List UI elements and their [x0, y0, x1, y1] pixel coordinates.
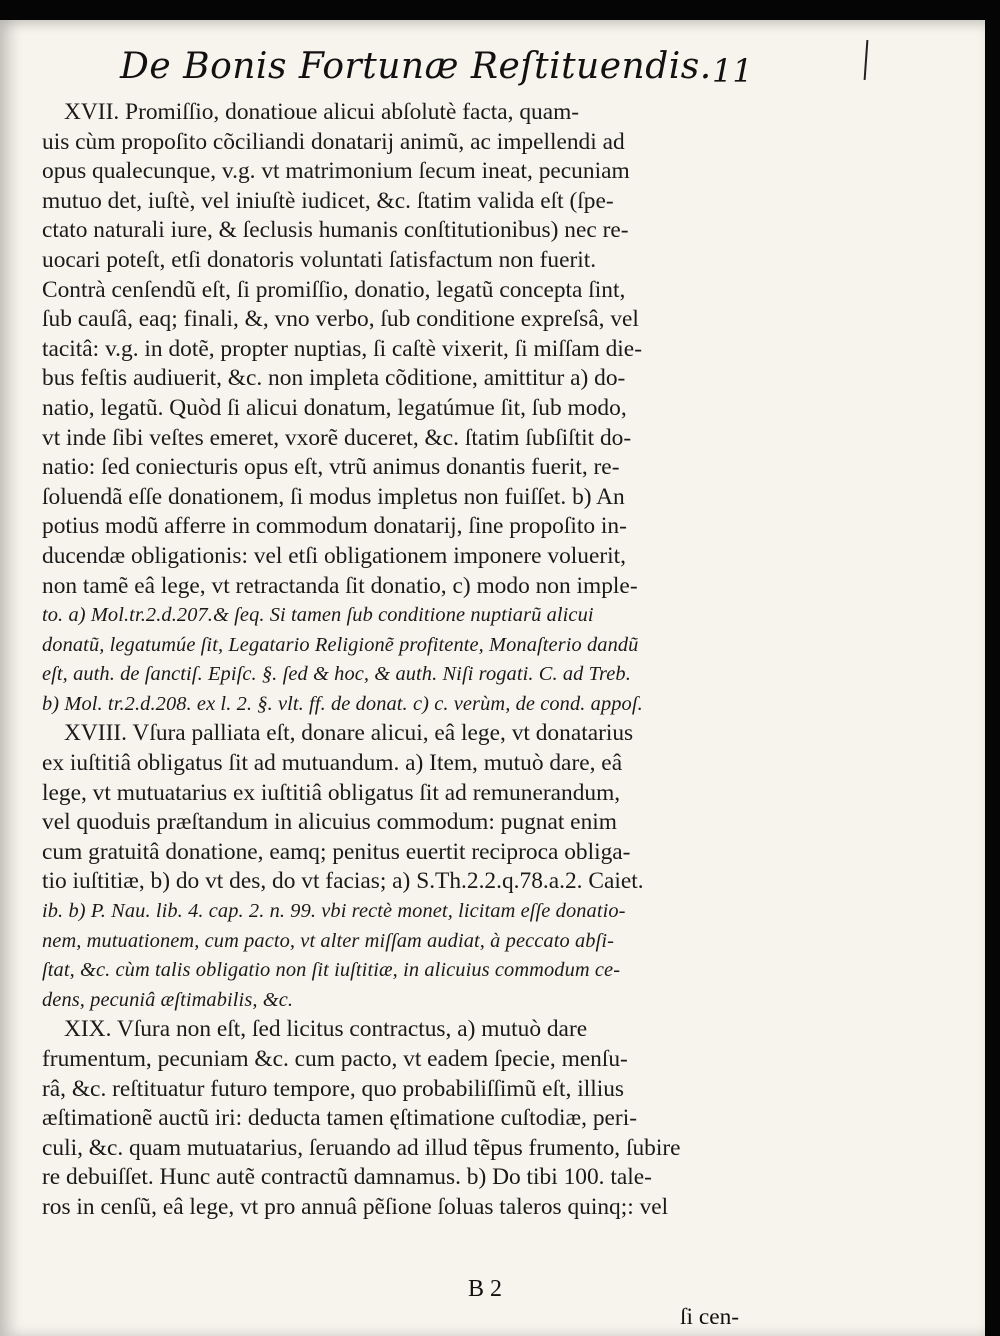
text-line: uocari poteſt, etſi donatoris voluntati ſatisfactum non fuerit.: [42, 246, 597, 273]
body-text: [42, 98, 757, 1223]
text-line: re debuiſſet. Hunc autẽ contractũ damnamus. b) Do tibi 100. tale-: [42, 1164, 652, 1191]
text-line: XIX. Vſura non eſt, ſed licitus contractus, a) mutuò dare: [64, 1016, 588, 1043]
text-line: Contrà cenſendũ eſt, ſi promiſſio, donatio, legatũ concepta ſint,: [42, 276, 626, 303]
text-line: natio, legatũ. Quòd ſi alicui donatum, legatúmue ſit, ſub modo,: [42, 394, 627, 421]
footnote-line: ſtat, &c. cùm talis obligatio non ſit iuſtitiæ, in alicuius commodum ce-: [42, 959, 621, 982]
footnote-line: donatũ, legatumúe ſit, Legatario Religionẽ profitente, Monaſterio dandũ: [42, 633, 639, 656]
page-number: 11: [712, 52, 753, 90]
footnote-line: b) Mol. tr.2.d.208. ex l. 2. §. vlt. ff. de donat. c) c. verùm, de cond. appoſ.: [42, 692, 643, 715]
footnote-line: dens, pecuniâ æſtimabilis, &c.: [42, 988, 294, 1011]
text-line: vt inde ſibi veſtes emeret, vxorẽ duceret, &c. ſtatim ſubſiſtit do-: [42, 424, 632, 451]
text-line: mutuo det, iuſtè, vel iniuſtè iudicet, &c. ſtatim valida eſt (ſpe-: [42, 187, 614, 214]
text-line: natio: ſed coniecturis opus eſt, vtrũ animus donantis fuerit, re-: [42, 454, 620, 481]
text-line: bus feſtis audiuerit, &c. non impleta cõditione, amittitur a) do-: [42, 365, 626, 392]
text-line: tio iuſtitiæ, b) do vt des, do vt facias; a) S.Th.2.2.q.78.a.2. Caiet.: [42, 868, 644, 895]
text-line: lege, vt mutuatarius ex iuſtitiâ obligatus ſit ad remunerandum,: [42, 779, 621, 806]
text-line: ſoluendã eſſe donationem, ſi modus impletus non fuiſſet. b) An: [42, 483, 625, 510]
running-head: De Bonis Fortunæ Reſtituendis.: [120, 46, 712, 87]
footnote-line: ib. b) P. Nau. lib. 4. cap. 2. n. 99. vbi rectè monet, licitam eſſe donatio-: [42, 900, 626, 923]
text-line: potius modũ afferre in commodum donatarij, ſine propoſito in-: [42, 513, 627, 540]
text-line: non tamẽ eâ lege, vt retractanda ſit donatio, c) modo non imple-: [42, 572, 638, 599]
text-line: vel quoduis præſtandum in alicuius commodum: pugnat enim: [42, 809, 617, 836]
text-line: ducendæ obligationis: vel etſi obligationem imponere voluerit,: [42, 542, 627, 569]
text-line: cum gratuitâ donatione, eamq; penitus euertit reciproca obliga-: [42, 838, 631, 865]
text-line: ros in cenſũ, eâ lege, vt pro annuâ pẽſione ſoluas taleros quinq;: vel: [42, 1193, 669, 1220]
book-page: [0, 20, 985, 1336]
text-line: ſub cauſâ, eaq; finali, &, vno verbo, ſub conditione expreſsâ, vel: [42, 306, 639, 333]
text-line: culi, &c. quam mutuatarius, ſeruando ad illud tẽpus frumento, ſubire: [42, 1134, 681, 1161]
text-line: XVIII. Vſura palliata eſt, donare alicui, eâ lege, vt donatarius: [64, 720, 634, 747]
margin-mark: [864, 40, 869, 80]
catchword: ſi cen-: [680, 1304, 740, 1330]
text-line: râ, &c. reſtituatur futuro tempore, quo probabiliſſimũ eſt, illius: [42, 1075, 625, 1102]
signature-mark: B 2: [468, 1276, 503, 1302]
text-line: uis cùm propoſito cõciliandi donatarij animũ, ac impellendi ad: [42, 128, 625, 155]
text-line: ctato naturali iure, & ſeclusis humanis conſtitutionibus) nec re-: [42, 217, 629, 244]
text-line: frumentum, pecuniam &c. cum pacto, vt eadem ſpecie, menſu-: [42, 1046, 628, 1072]
footnote-line: eſt, auth. de ſanctiſ. Epiſc. §. ſed & hoc, & auth. Niſi rogati. C. ad Treb.: [42, 663, 631, 686]
text-line: opus qualecunque, v.g. vt matrimonium ſecum ineat, pecuniam: [42, 158, 630, 185]
text-line: tacitâ: v.g. in dotẽ, propter nuptias, ſi caſtè vixerit, ſi miſſam die-: [42, 335, 642, 362]
text-line: æſtimationẽ auctũ iri: deducta tamen ęſtimatione cuſtodiæ, peri-: [42, 1105, 637, 1132]
text-line: ex iuſtitiâ obligatus ſit ad mutuandum. a) Item, mutuò dare, eâ: [42, 750, 623, 777]
footnote-line: nem, mutuationem, cum pacto, vt alter miſſam audiat, à peccato abſi-: [42, 929, 614, 952]
footnote-line: to. a) Mol.tr.2.d.207.& ſeq. Si tamen ſub conditione nuptiarũ alicui: [42, 604, 594, 627]
text-line: XVII. Promiſſio, donatioue alicui abſolutè facta, quam-: [64, 99, 580, 125]
